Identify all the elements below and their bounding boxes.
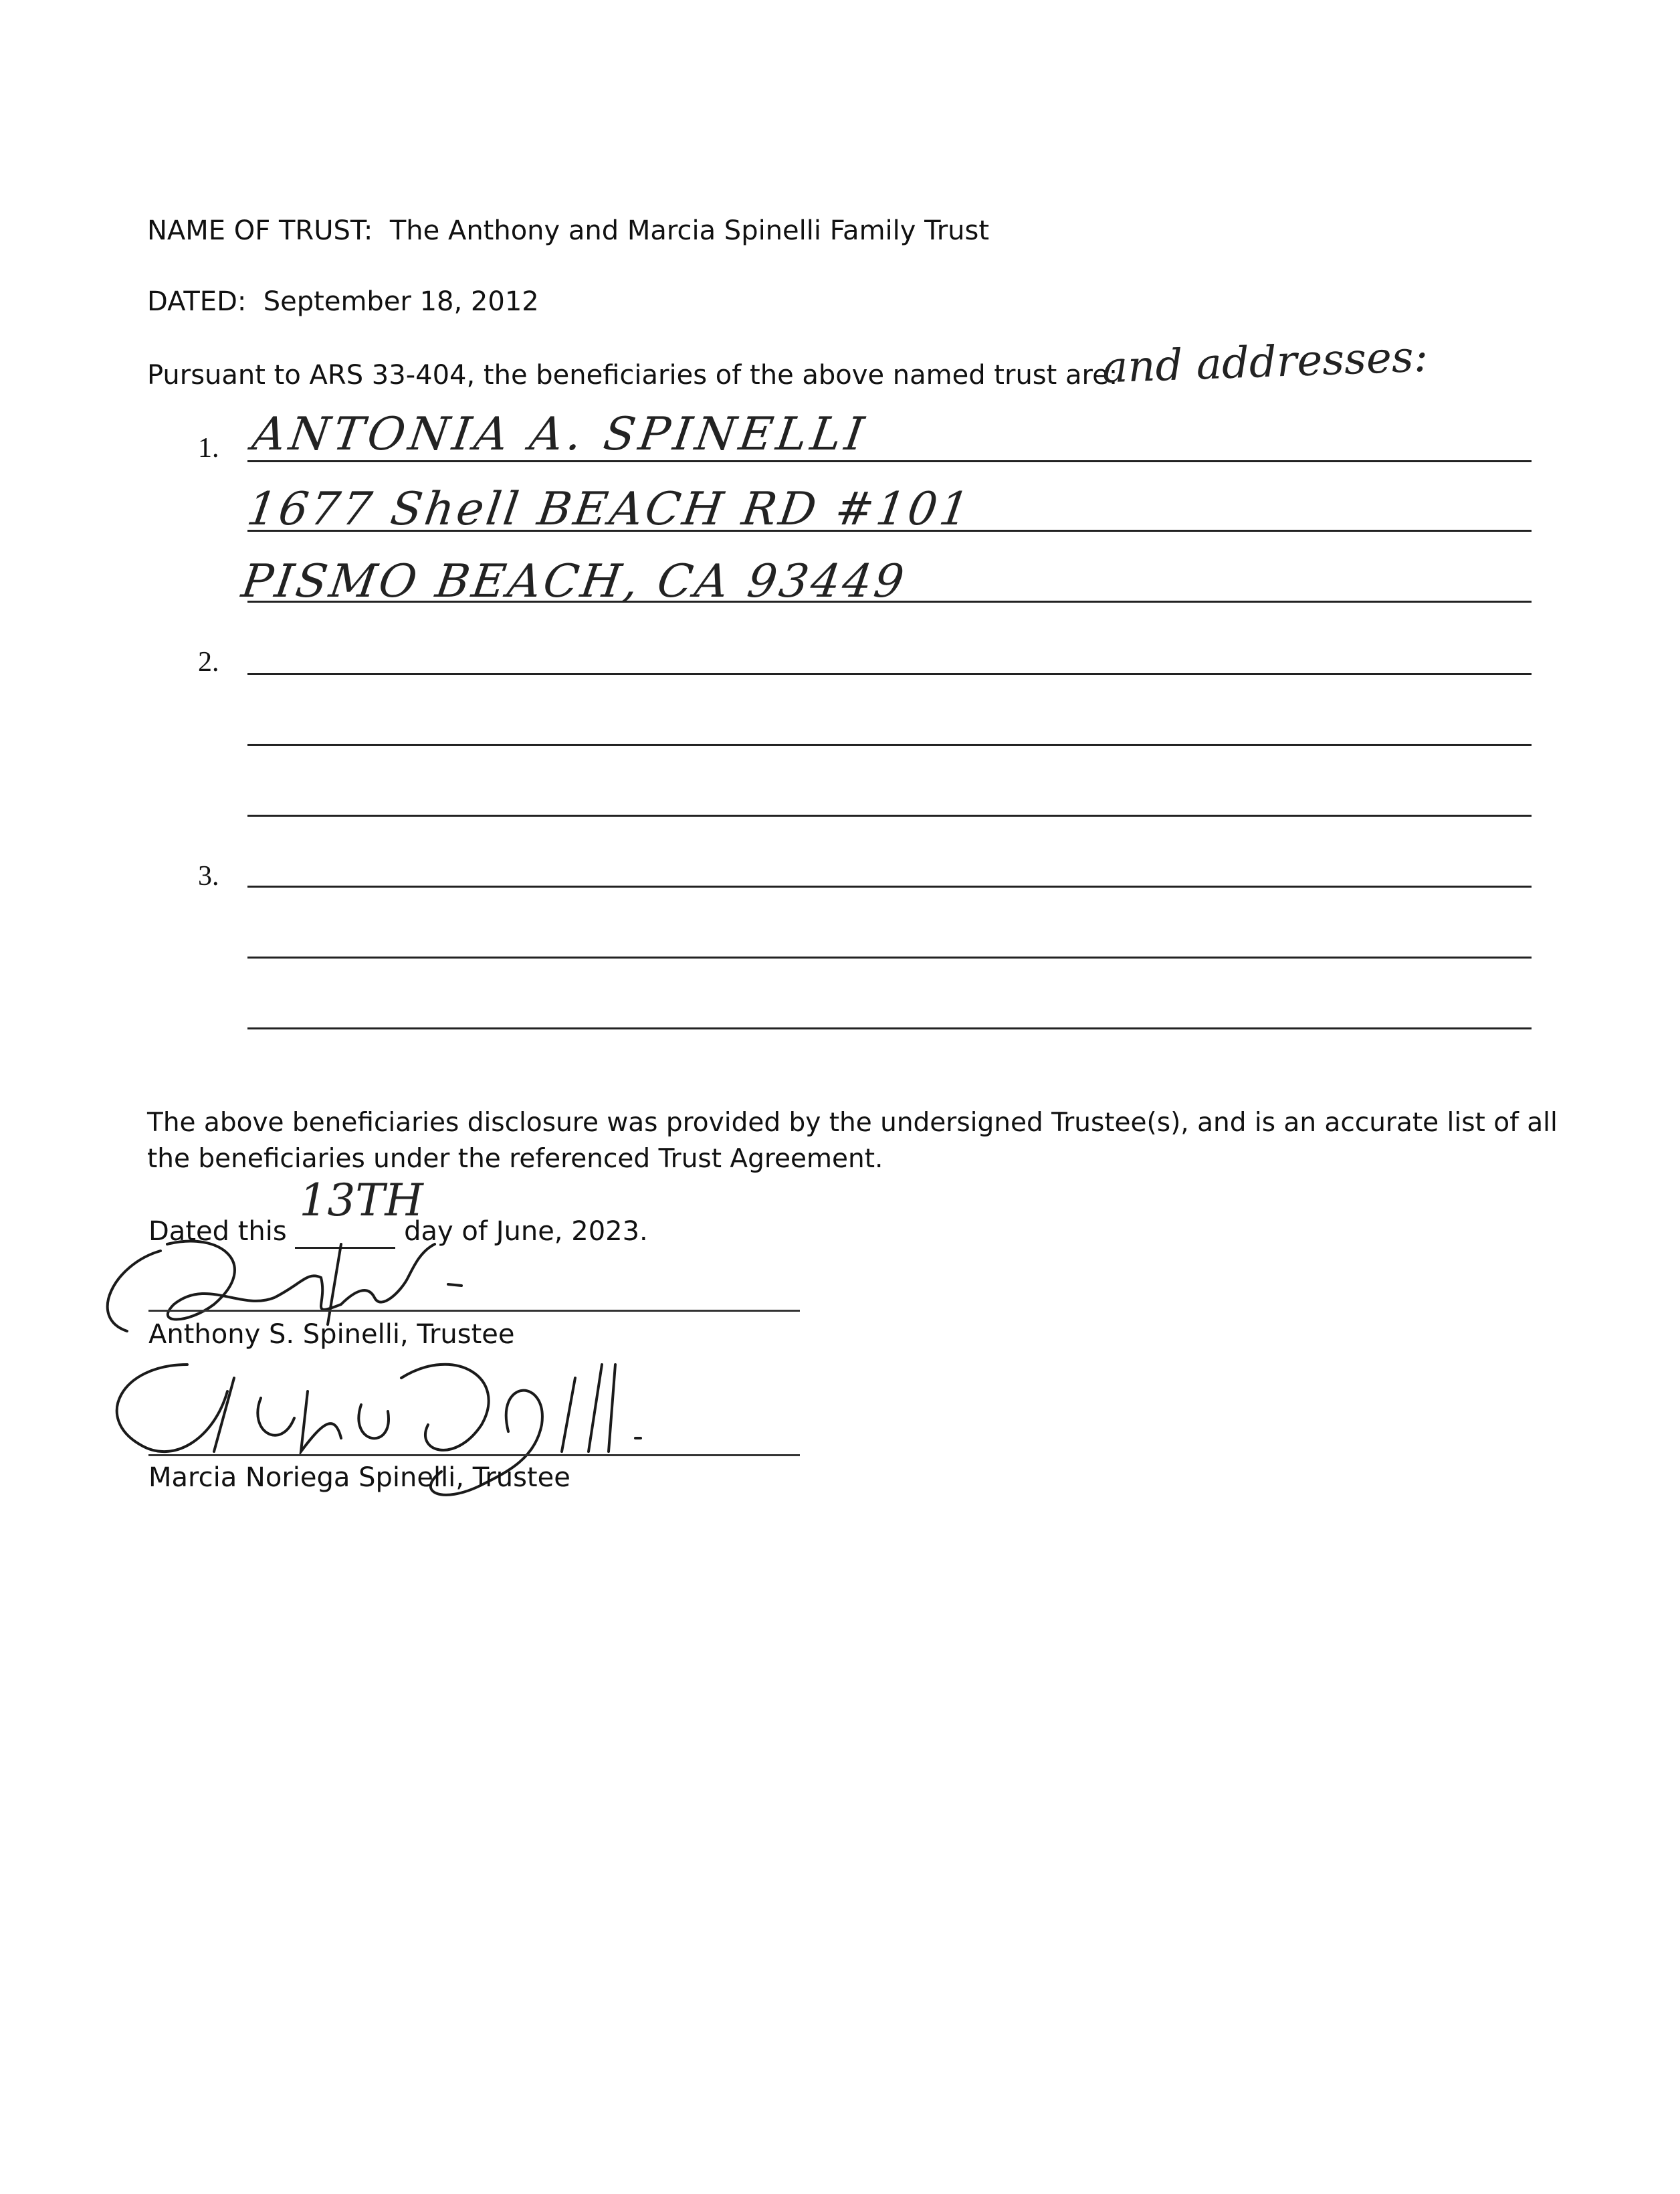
beneficiary-1-line-2 [247, 530, 1532, 532]
beneficiary-1-line-3 [247, 601, 1532, 603]
disclosure-line-2: the beneficiaries under the referenced Trust Agreement. [147, 1144, 883, 1174]
beneficiary-3-line-2 [247, 957, 1532, 959]
handwritten-addendum: and addresses: [1101, 332, 1429, 393]
dated-this-prefix: Dated this [148, 1216, 287, 1247]
signature-caption-2: Marcia Noriega Spinelli, Trustee [148, 1462, 570, 1493]
pursuant-statement: Pursuant to ARS 33-404, the beneficiaries of the above named trust are: [147, 360, 1118, 391]
beneficiary-1-city: PISMO BEACH, CA 93449 [238, 555, 910, 608]
trust-name: The Anthony and Marcia Spinelli Family Trust [389, 215, 990, 246]
beneficiary-3-line-1 [247, 886, 1532, 888]
beneficiary-2-line-1 [247, 673, 1532, 675]
beneficiary-number-1: 1. [198, 433, 219, 464]
beneficiary-3-line-3 [247, 1027, 1532, 1029]
day-handwritten: 13TH [299, 1175, 423, 1226]
beneficiary-1-address: 1677 Shell BEACH RD #101 [243, 483, 975, 536]
beneficiary-1-line-1 [247, 460, 1532, 462]
signature-line-2 [148, 1454, 800, 1456]
signature-line-1 [148, 1310, 800, 1312]
beneficiary-2-line-3 [247, 815, 1532, 817]
dated-label: DATED: [147, 286, 247, 317]
disclosure-line-1: The above beneficiaries disclosure was provided by the undersigned Trustee(s), and is an accurate list of all [147, 1108, 1558, 1138]
beneficiary-1-name: ANTONIA A. SPINELLI [249, 408, 871, 461]
dated-value: September 18, 2012 [263, 286, 539, 317]
trust-label: NAME OF TRUST: [147, 215, 373, 246]
signature-caption-1: Anthony S. Spinelli, Trustee [148, 1319, 515, 1350]
dated-this-suffix: day of June, 2023. [404, 1216, 648, 1247]
trust-name-line [147, 215, 989, 246]
dated-line [147, 286, 539, 317]
beneficiary-number-2: 2. [198, 647, 219, 678]
beneficiary-number-3: 3. [198, 861, 219, 892]
beneficiary-2-line-2 [247, 744, 1532, 746]
